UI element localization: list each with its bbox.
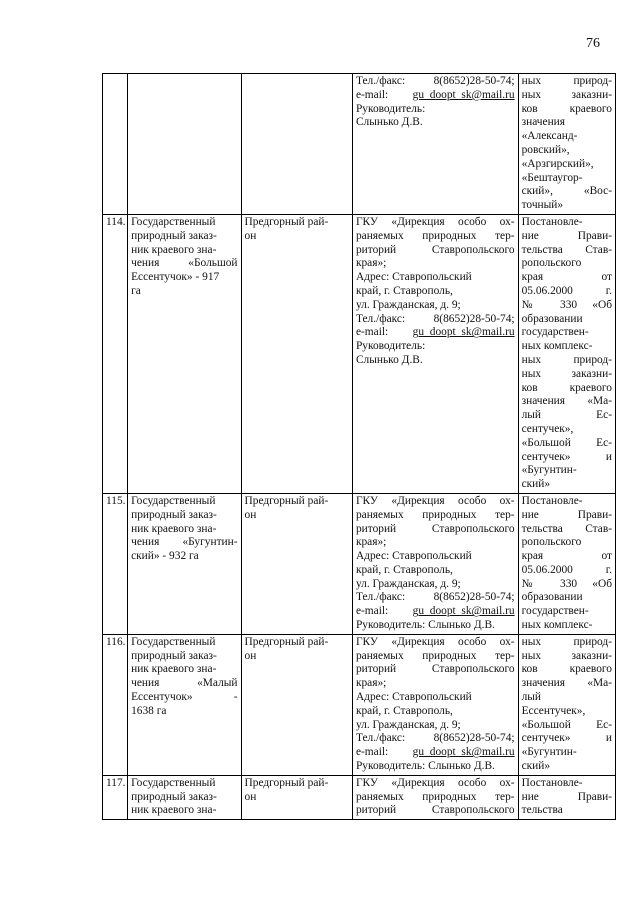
legal-act-cell: [518, 634, 615, 775]
table-row: [103, 74, 616, 215]
text-line: природный заказ-: [131, 229, 217, 242]
text-line: 05.06.2000 г.: [521, 284, 612, 297]
email-link[interactable]: gu_doopt_sk@mail.ru: [412, 746, 515, 759]
text-line: Государственный: [131, 215, 216, 228]
text-line: ник краевого зна-: [131, 522, 217, 535]
text-line: риторий Ставропольского: [355, 804, 515, 817]
row-number: 117.: [103, 775, 128, 819]
legal-act-cell: [518, 775, 615, 819]
text-line: риторий Ставропольского: [355, 243, 515, 256]
district-cell: [241, 214, 352, 493]
text-line: значения «Ма-: [521, 395, 612, 408]
text-line: чения «Большой: [131, 257, 238, 270]
text-line: государствен-: [521, 326, 589, 339]
text-line: Государственный: [131, 635, 216, 648]
text-line: ник краевого зна-: [131, 243, 217, 256]
legal-act-cell: [518, 74, 615, 215]
text-line: он: [244, 649, 257, 662]
text-line: ков краевого: [521, 381, 612, 394]
text-line: природный заказ-: [131, 649, 217, 662]
text-line: «Александ-: [521, 130, 578, 143]
text-line: Государственный: [131, 776, 216, 789]
text-line: ул. Гражданская, д. 9;: [355, 298, 461, 311]
text-line: природный заказ-: [131, 508, 217, 521]
text-line: 05.06.2000 г.: [521, 563, 612, 576]
text-line: Постановле-: [521, 494, 583, 507]
text-line: ник краевого зна-: [131, 663, 217, 676]
text-line: ных комплекс-: [521, 340, 593, 353]
text-line: Тел./факс: 8(8652)28-50-74;: [355, 732, 515, 745]
managing-org-cell: [352, 493, 518, 634]
text-line: ние Прави-: [521, 508, 612, 521]
text-line: «Бештаугор-: [521, 171, 583, 184]
text-line: края»;: [355, 677, 387, 690]
text-line: лый Ес-: [521, 409, 612, 422]
text-line: Руководитель:: [355, 102, 426, 115]
text-line: [356, 605, 515, 619]
table-row: [103, 775, 616, 819]
text-line: «Большой Ес-: [521, 436, 612, 449]
legal-act-cell: [518, 493, 615, 634]
email-label: e-mail:: [355, 605, 413, 618]
table-row: [103, 634, 616, 775]
email-label: e-mail:: [355, 326, 413, 339]
text-line: тельства: [521, 804, 563, 817]
district-cell: [241, 74, 352, 215]
reserve-name-cell: [128, 775, 241, 819]
email-link[interactable]: gu_doopt_sk@mail.ru: [412, 88, 515, 101]
text-line: Предгорный рай-: [244, 635, 329, 648]
text-line: Государственный: [131, 494, 216, 507]
row-number: 115.: [103, 493, 128, 634]
text-line: Тел./факс: 8(8652)28-50-74;: [355, 312, 515, 325]
email-link[interactable]: gu_doopt_sk@mail.ru: [412, 326, 515, 339]
text-line: раняемых природных тер-: [355, 508, 515, 521]
text-line: сентучек» и: [521, 732, 612, 745]
text-line: ГКУ «Дирекция особо ох-: [355, 776, 515, 789]
text-line: «Арзгирский»,: [521, 157, 594, 170]
text-line: он: [244, 229, 257, 242]
text-line: ровский»,: [521, 143, 570, 156]
text-line: Предгорный рай-: [244, 215, 329, 228]
text-line: край, г. Ставрополь,: [355, 563, 453, 576]
text-line: ропольского: [521, 257, 582, 270]
text-line: [356, 89, 515, 103]
text-line: Постановле-: [521, 215, 583, 228]
text-line: чения «Бугунтин-: [131, 536, 238, 549]
text-line: ных природ-: [521, 75, 612, 87]
text-line: край, г. Ставрополь,: [355, 704, 453, 717]
text-line: «Большой Ес-: [521, 718, 612, 731]
text-line: га: [131, 284, 141, 297]
reserve-name-cell: [128, 74, 241, 215]
email-label: e-mail:: [355, 88, 413, 101]
page-number: 76: [586, 36, 600, 51]
managing-org-cell: [352, 634, 518, 775]
text-line: ние Прави-: [521, 790, 612, 803]
protected-areas-table: [102, 73, 616, 820]
row-number: 114.: [103, 214, 128, 493]
reserve-name-cell: [128, 214, 241, 493]
text-line: [356, 326, 515, 340]
legal-act-cell: [518, 214, 615, 493]
text-line: ГКУ «Дирекция особо ох-: [355, 635, 515, 648]
text-line: [356, 746, 515, 760]
district-cell: [241, 493, 352, 634]
text-line: тельства Став-: [521, 243, 612, 256]
text-line: ных природ-: [521, 353, 612, 366]
text-line: ных природ-: [521, 635, 612, 648]
table-row: [103, 493, 616, 634]
text-line: ков краевого: [521, 102, 612, 115]
text-line: Адрес: Ставропольский: [355, 550, 472, 563]
text-line: Предгорный рай-: [244, 776, 329, 789]
text-line: ский»: [521, 760, 551, 773]
text-line: № 330 «Об: [521, 298, 612, 311]
text-line: ник краевого зна-: [131, 804, 217, 817]
text-line: раняемых природных тер-: [355, 649, 515, 662]
text-line: края от: [521, 550, 612, 563]
text-line: точный»: [521, 199, 564, 212]
text-line: раняемых природных тер-: [355, 790, 515, 803]
text-line: лый: [521, 691, 542, 704]
text-line: края»;: [355, 536, 387, 549]
district-cell: [241, 775, 352, 819]
managing-org-cell: [352, 214, 518, 493]
text-line: «Бугунтин-: [521, 746, 577, 759]
text-line: Ессентучек»,: [521, 704, 586, 717]
text-line: Тел./факс: 8(8652)28-50-74;: [355, 75, 515, 87]
managing-org-cell: [352, 74, 518, 215]
text-line: государствен-: [521, 605, 589, 618]
text-line: ский» - 932 га: [131, 550, 199, 563]
text-line: Предгорный рай-: [244, 494, 329, 507]
text-line: риторий Ставропольского: [355, 663, 515, 676]
text-line: он: [244, 508, 257, 521]
text-line: № 330 «Об: [521, 577, 612, 590]
text-line: Адрес: Ставропольский: [355, 691, 472, 704]
text-line: раняемых природных тер-: [355, 229, 515, 242]
text-line: образовании: [521, 591, 583, 604]
text-line: ГКУ «Дирекция особо ох-: [355, 494, 515, 507]
text-line: природный заказ-: [131, 790, 217, 803]
text-line: Руководитель: Слынько Д.В.: [355, 619, 495, 632]
text-line: ул. Гражданская, д. 9;: [355, 718, 461, 731]
text-line: ул. Гражданская, д. 9;: [355, 577, 461, 590]
text-line: Руководитель: Слынько Д.В.: [355, 760, 495, 773]
text-line: ский», «Вос-: [521, 185, 612, 198]
text-line: края»;: [355, 257, 387, 270]
text-line: края от: [521, 271, 612, 284]
table-row: [103, 214, 616, 493]
text-line: Слынько Д.В.: [355, 116, 423, 129]
text-line: Ессентучок» - 917: [131, 271, 220, 284]
text-line: тельства Став-: [521, 522, 612, 535]
managing-org-cell: [352, 775, 518, 819]
text-line: Адрес: Ставропольский: [355, 271, 472, 284]
text-line: ние Прави-: [521, 229, 612, 242]
text-line: Тел./факс: 8(8652)28-50-74;: [355, 591, 515, 604]
text-line: значения: [521, 116, 566, 129]
text-line: «Бугунтин-: [521, 464, 577, 477]
email-label: e-mail:: [355, 746, 413, 759]
text-line: ропольского: [521, 536, 582, 549]
text-line: Слынько Д.В.: [355, 353, 423, 366]
text-line: он: [244, 790, 257, 803]
text-line: Постановле-: [521, 776, 583, 789]
text-line: значения «Ма-: [521, 677, 612, 690]
text-line: ГКУ «Дирекция особо ох-: [355, 215, 515, 228]
text-line: риторий Ставропольского: [355, 522, 515, 535]
text-line: ков краевого: [521, 663, 612, 676]
district-cell: [241, 634, 352, 775]
text-line: край, г. Ставрополь,: [355, 284, 453, 297]
text-line: сентучек»,: [521, 422, 574, 435]
text-line: чения «Малый: [131, 677, 238, 690]
text-line: ных заказни-: [521, 367, 612, 380]
text-line: ных комплекс-: [521, 619, 593, 632]
row-number: [103, 74, 128, 215]
text-line: 1638 га: [131, 704, 167, 717]
text-line: ский»: [521, 478, 551, 491]
text-line: Ессентучок» -: [131, 691, 238, 704]
reserve-name-cell: [128, 634, 241, 775]
row-number: 116.: [103, 634, 128, 775]
text-line: образовании: [521, 312, 583, 325]
text-line: сентучек» и: [521, 450, 612, 463]
email-link[interactable]: gu_doopt_sk@mail.ru: [412, 605, 515, 618]
reserve-name-cell: [128, 493, 241, 634]
text-line: ных заказни-: [521, 649, 612, 662]
text-line: ных заказни-: [521, 88, 612, 101]
text-line: Руководитель:: [355, 340, 426, 353]
